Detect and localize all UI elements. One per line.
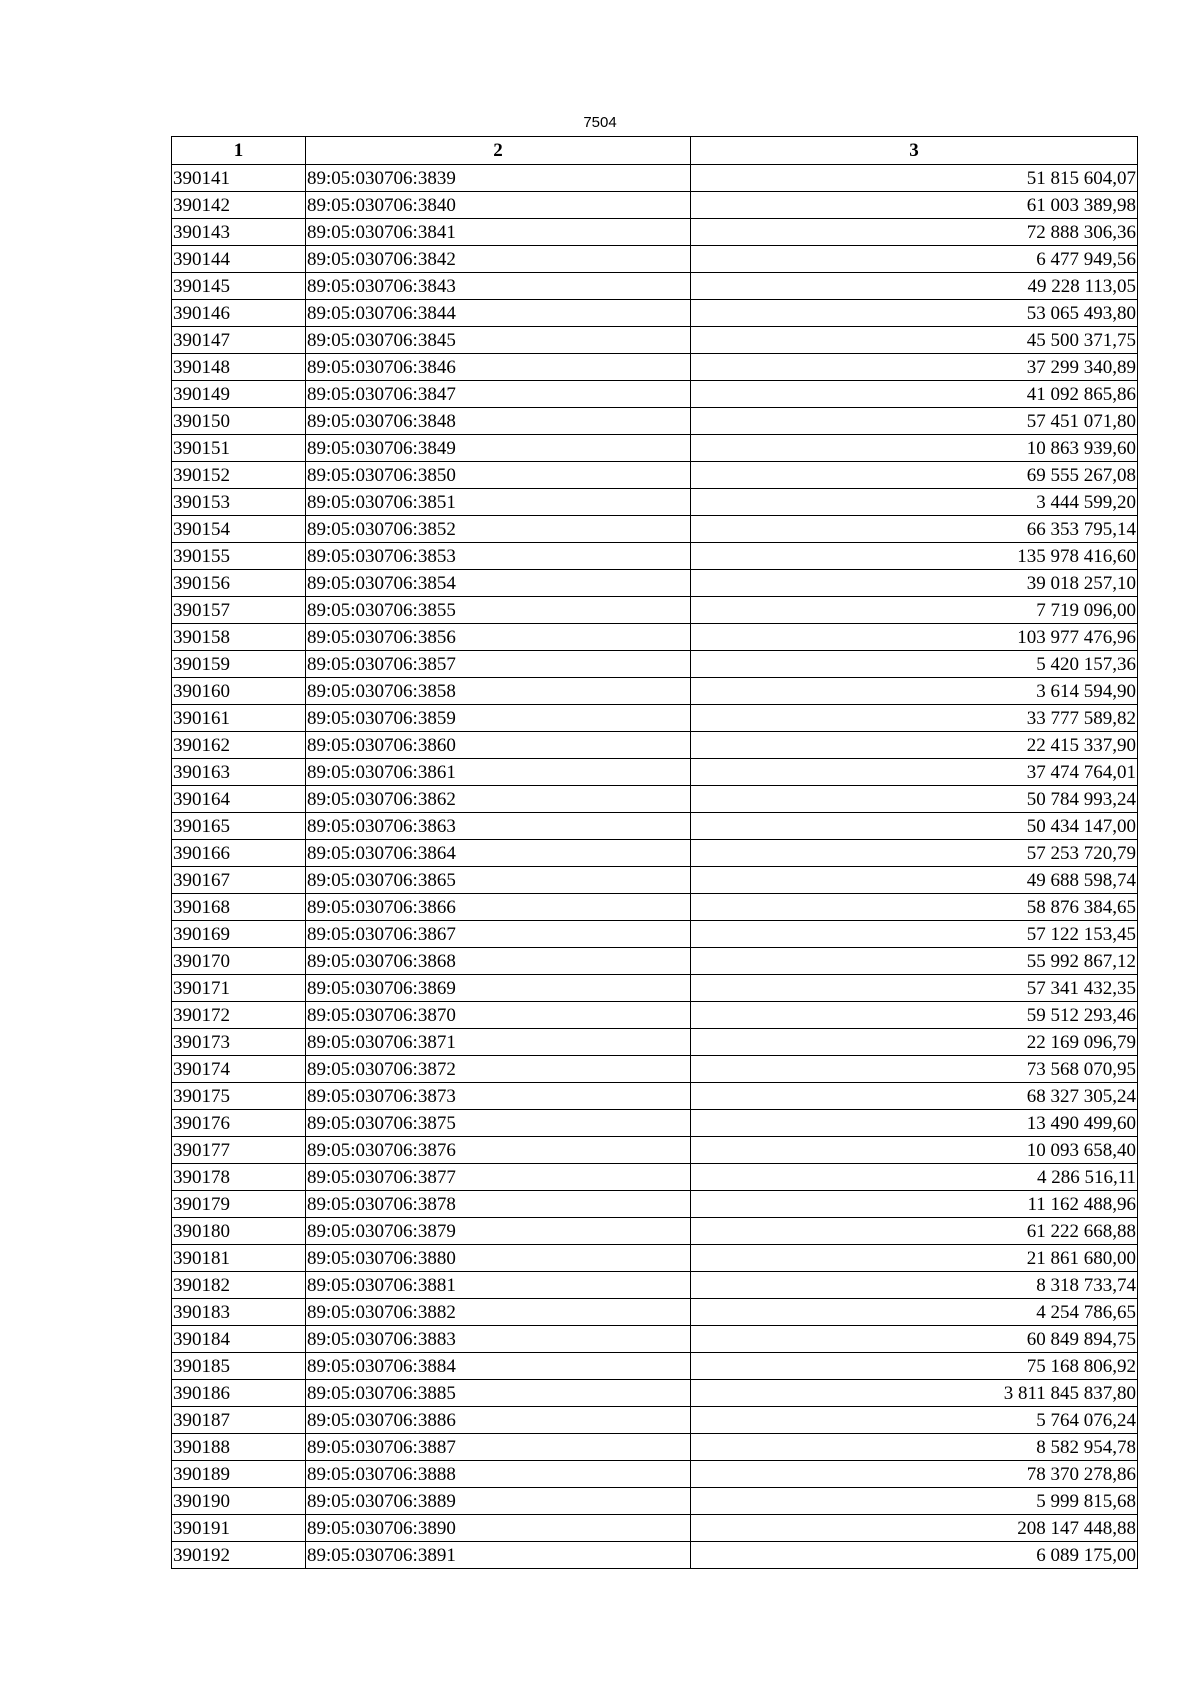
row-id-cell: 390192 bbox=[172, 1542, 306, 1569]
value-cell: 208 147 448,88 bbox=[691, 1515, 1138, 1542]
value-cell: 59 512 293,46 bbox=[691, 1002, 1138, 1029]
table-row bbox=[172, 1434, 1138, 1461]
cadastral-number-cell: 89:05:030706:3850 bbox=[306, 462, 691, 489]
row-id-cell: 390167 bbox=[172, 867, 306, 894]
table-row bbox=[172, 1299, 1138, 1326]
table-row bbox=[172, 1326, 1138, 1353]
value-cell: 10 863 939,60 bbox=[691, 435, 1138, 462]
value-cell: 22 169 096,79 bbox=[691, 1029, 1138, 1056]
value-cell: 50 784 993,24 bbox=[691, 786, 1138, 813]
row-id-cell: 390149 bbox=[172, 381, 306, 408]
table-row bbox=[172, 1164, 1138, 1191]
table-row bbox=[172, 300, 1138, 327]
row-id-cell: 390185 bbox=[172, 1353, 306, 1380]
cadastral-number-cell: 89:05:030706:3891 bbox=[306, 1542, 691, 1569]
cadastral-number-cell: 89:05:030706:3876 bbox=[306, 1137, 691, 1164]
table-row bbox=[172, 1488, 1138, 1515]
value-cell: 58 876 384,65 bbox=[691, 894, 1138, 921]
row-id-cell: 390186 bbox=[172, 1380, 306, 1407]
table-row bbox=[172, 1380, 1138, 1407]
row-id-cell: 390179 bbox=[172, 1191, 306, 1218]
row-id-cell: 390159 bbox=[172, 651, 306, 678]
table-row bbox=[172, 489, 1138, 516]
cadastral-number-cell: 89:05:030706:3860 bbox=[306, 732, 691, 759]
row-id-cell: 390180 bbox=[172, 1218, 306, 1245]
cadastral-number-cell: 89:05:030706:3848 bbox=[306, 408, 691, 435]
cadastral-number-cell: 89:05:030706:3875 bbox=[306, 1110, 691, 1137]
cadastral-number-cell: 89:05:030706:3852 bbox=[306, 516, 691, 543]
value-cell: 51 815 604,07 bbox=[691, 165, 1138, 192]
header-row bbox=[172, 137, 1138, 165]
value-cell: 5 999 815,68 bbox=[691, 1488, 1138, 1515]
row-id-cell: 390162 bbox=[172, 732, 306, 759]
row-id-cell: 390172 bbox=[172, 1002, 306, 1029]
row-id-cell: 390150 bbox=[172, 408, 306, 435]
cadastral-number-cell: 89:05:030706:3858 bbox=[306, 678, 691, 705]
row-id-cell: 390153 bbox=[172, 489, 306, 516]
data-table bbox=[171, 136, 1138, 1569]
page-number: 7504 bbox=[583, 114, 617, 131]
value-cell: 57 341 432,35 bbox=[691, 975, 1138, 1002]
value-cell: 11 162 488,96 bbox=[691, 1191, 1138, 1218]
table-row bbox=[172, 165, 1138, 192]
cadastral-number-cell: 89:05:030706:3884 bbox=[306, 1353, 691, 1380]
cadastral-number-cell: 89:05:030706:3847 bbox=[306, 381, 691, 408]
table-row bbox=[172, 1272, 1138, 1299]
cadastral-number-cell: 89:05:030706:3870 bbox=[306, 1002, 691, 1029]
table-row bbox=[172, 759, 1138, 786]
cadastral-number-cell: 89:05:030706:3873 bbox=[306, 1083, 691, 1110]
value-cell: 5 420 157,36 bbox=[691, 651, 1138, 678]
value-cell: 5 764 076,24 bbox=[691, 1407, 1138, 1434]
table-row bbox=[172, 1461, 1138, 1488]
row-id-cell: 390158 bbox=[172, 624, 306, 651]
row-id-cell: 390189 bbox=[172, 1461, 306, 1488]
cadastral-number-cell: 89:05:030706:3872 bbox=[306, 1056, 691, 1083]
table-row bbox=[172, 462, 1138, 489]
value-cell: 135 978 416,60 bbox=[691, 543, 1138, 570]
row-id-cell: 390187 bbox=[172, 1407, 306, 1434]
value-cell: 10 093 658,40 bbox=[691, 1137, 1138, 1164]
row-id-cell: 390171 bbox=[172, 975, 306, 1002]
row-id-cell: 390170 bbox=[172, 948, 306, 975]
cadastral-number-cell: 89:05:030706:3855 bbox=[306, 597, 691, 624]
value-cell: 3 811 845 837,80 bbox=[691, 1380, 1138, 1407]
value-cell: 49 688 598,74 bbox=[691, 867, 1138, 894]
table-row bbox=[172, 1110, 1138, 1137]
cadastral-number-cell: 89:05:030706:3879 bbox=[306, 1218, 691, 1245]
cadastral-number-cell: 89:05:030706:3839 bbox=[306, 165, 691, 192]
row-id-cell: 390147 bbox=[172, 327, 306, 354]
table-row bbox=[172, 651, 1138, 678]
cadastral-number-cell: 89:05:030706:3871 bbox=[306, 1029, 691, 1056]
value-cell: 4 254 786,65 bbox=[691, 1299, 1138, 1326]
cadastral-number-cell: 89:05:030706:3885 bbox=[306, 1380, 691, 1407]
value-cell: 57 451 071,80 bbox=[691, 408, 1138, 435]
row-id-cell: 390148 bbox=[172, 354, 306, 381]
table-row bbox=[172, 597, 1138, 624]
value-cell: 69 555 267,08 bbox=[691, 462, 1138, 489]
row-id-cell: 390181 bbox=[172, 1245, 306, 1272]
value-cell: 37 474 764,01 bbox=[691, 759, 1138, 786]
cadastral-number-cell: 89:05:030706:3840 bbox=[306, 192, 691, 219]
value-cell: 6 089 175,00 bbox=[691, 1542, 1138, 1569]
row-id-cell: 390191 bbox=[172, 1515, 306, 1542]
table-row bbox=[172, 732, 1138, 759]
table-row bbox=[172, 246, 1138, 273]
table-row bbox=[172, 1083, 1138, 1110]
cadastral-number-cell: 89:05:030706:3868 bbox=[306, 948, 691, 975]
row-id-cell: 390177 bbox=[172, 1137, 306, 1164]
row-id-cell: 390144 bbox=[172, 246, 306, 273]
cadastral-number-cell: 89:05:030706:3886 bbox=[306, 1407, 691, 1434]
table-row bbox=[172, 840, 1138, 867]
table-row bbox=[172, 381, 1138, 408]
row-id-cell: 390164 bbox=[172, 786, 306, 813]
cadastral-number-cell: 89:05:030706:3890 bbox=[306, 1515, 691, 1542]
cadastral-number-cell: 89:05:030706:3866 bbox=[306, 894, 691, 921]
cadastral-number-cell: 89:05:030706:3849 bbox=[306, 435, 691, 462]
value-cell: 61 003 389,98 bbox=[691, 192, 1138, 219]
value-cell: 103 977 476,96 bbox=[691, 624, 1138, 651]
row-id-cell: 390165 bbox=[172, 813, 306, 840]
table-row bbox=[172, 1218, 1138, 1245]
cadastral-number-cell: 89:05:030706:3863 bbox=[306, 813, 691, 840]
table-row bbox=[172, 624, 1138, 651]
row-id-cell: 390183 bbox=[172, 1299, 306, 1326]
cadastral-number-cell: 89:05:030706:3862 bbox=[306, 786, 691, 813]
value-cell: 45 500 371,75 bbox=[691, 327, 1138, 354]
row-id-cell: 390169 bbox=[172, 921, 306, 948]
column-header-3: 3 bbox=[691, 137, 1138, 165]
row-id-cell: 390155 bbox=[172, 543, 306, 570]
table-row bbox=[172, 1353, 1138, 1380]
value-cell: 50 434 147,00 bbox=[691, 813, 1138, 840]
value-cell: 57 253 720,79 bbox=[691, 840, 1138, 867]
value-cell: 66 353 795,14 bbox=[691, 516, 1138, 543]
table-row bbox=[172, 219, 1138, 246]
table-row bbox=[172, 1002, 1138, 1029]
value-cell: 33 777 589,82 bbox=[691, 705, 1138, 732]
value-cell: 57 122 153,45 bbox=[691, 921, 1138, 948]
column-header-1: 1 bbox=[172, 137, 306, 165]
table-row bbox=[172, 543, 1138, 570]
table-row bbox=[172, 570, 1138, 597]
table-row bbox=[172, 867, 1138, 894]
column-header-2: 2 bbox=[306, 137, 691, 165]
value-cell: 4 286 516,11 bbox=[691, 1164, 1138, 1191]
table-row bbox=[172, 894, 1138, 921]
table-row bbox=[172, 273, 1138, 300]
row-id-cell: 390163 bbox=[172, 759, 306, 786]
row-id-cell: 390160 bbox=[172, 678, 306, 705]
cadastral-number-cell: 89:05:030706:3882 bbox=[306, 1299, 691, 1326]
cadastral-number-cell: 89:05:030706:3845 bbox=[306, 327, 691, 354]
value-cell: 39 018 257,10 bbox=[691, 570, 1138, 597]
value-cell: 6 477 949,56 bbox=[691, 246, 1138, 273]
table-header bbox=[172, 137, 1138, 165]
value-cell: 3 444 599,20 bbox=[691, 489, 1138, 516]
row-id-cell: 390188 bbox=[172, 1434, 306, 1461]
row-id-cell: 390178 bbox=[172, 1164, 306, 1191]
value-cell: 61 222 668,88 bbox=[691, 1218, 1138, 1245]
row-id-cell: 390174 bbox=[172, 1056, 306, 1083]
cadastral-number-cell: 89:05:030706:3865 bbox=[306, 867, 691, 894]
table-row bbox=[172, 435, 1138, 462]
cadastral-number-cell: 89:05:030706:3877 bbox=[306, 1164, 691, 1191]
cadastral-number-cell: 89:05:030706:3864 bbox=[306, 840, 691, 867]
cadastral-number-cell: 89:05:030706:3841 bbox=[306, 219, 691, 246]
row-id-cell: 390146 bbox=[172, 300, 306, 327]
cadastral-number-cell: 89:05:030706:3887 bbox=[306, 1434, 691, 1461]
row-id-cell: 390190 bbox=[172, 1488, 306, 1515]
table-row bbox=[172, 948, 1138, 975]
cadastral-number-cell: 89:05:030706:3888 bbox=[306, 1461, 691, 1488]
cadastral-number-cell: 89:05:030706:3869 bbox=[306, 975, 691, 1002]
row-id-cell: 390143 bbox=[172, 219, 306, 246]
table-row bbox=[172, 327, 1138, 354]
row-id-cell: 390157 bbox=[172, 597, 306, 624]
row-id-cell: 390175 bbox=[172, 1083, 306, 1110]
table-row bbox=[172, 1029, 1138, 1056]
row-id-cell: 390156 bbox=[172, 570, 306, 597]
value-cell: 13 490 499,60 bbox=[691, 1110, 1138, 1137]
table-row bbox=[172, 1245, 1138, 1272]
cadastral-number-cell: 89:05:030706:3859 bbox=[306, 705, 691, 732]
table-body bbox=[172, 165, 1138, 1569]
cadastral-number-cell: 89:05:030706:3851 bbox=[306, 489, 691, 516]
value-cell: 68 327 305,24 bbox=[691, 1083, 1138, 1110]
table-row bbox=[172, 921, 1138, 948]
cadastral-number-cell: 89:05:030706:3854 bbox=[306, 570, 691, 597]
cadastral-number-cell: 89:05:030706:3881 bbox=[306, 1272, 691, 1299]
cadastral-number-cell: 89:05:030706:3883 bbox=[306, 1326, 691, 1353]
table-row bbox=[172, 786, 1138, 813]
table-row bbox=[172, 516, 1138, 543]
row-id-cell: 390182 bbox=[172, 1272, 306, 1299]
value-cell: 22 415 337,90 bbox=[691, 732, 1138, 759]
cadastral-number-cell: 89:05:030706:3844 bbox=[306, 300, 691, 327]
table-row bbox=[172, 813, 1138, 840]
row-id-cell: 390176 bbox=[172, 1110, 306, 1137]
table-row bbox=[172, 1137, 1138, 1164]
value-cell: 49 228 113,05 bbox=[691, 273, 1138, 300]
cadastral-number-cell: 89:05:030706:3861 bbox=[306, 759, 691, 786]
table-row bbox=[172, 1056, 1138, 1083]
cadastral-number-cell: 89:05:030706:3853 bbox=[306, 543, 691, 570]
row-id-cell: 390161 bbox=[172, 705, 306, 732]
table-row bbox=[172, 1515, 1138, 1542]
row-id-cell: 390151 bbox=[172, 435, 306, 462]
cadastral-number-cell: 89:05:030706:3842 bbox=[306, 246, 691, 273]
value-cell: 7 719 096,00 bbox=[691, 597, 1138, 624]
table-row bbox=[172, 192, 1138, 219]
row-id-cell: 390166 bbox=[172, 840, 306, 867]
table-row bbox=[172, 408, 1138, 435]
value-cell: 55 992 867,12 bbox=[691, 948, 1138, 975]
value-cell: 72 888 306,36 bbox=[691, 219, 1138, 246]
value-cell: 75 168 806,92 bbox=[691, 1353, 1138, 1380]
table-row bbox=[172, 354, 1138, 381]
cadastral-number-cell: 89:05:030706:3856 bbox=[306, 624, 691, 651]
row-id-cell: 390154 bbox=[172, 516, 306, 543]
cadastral-number-cell: 89:05:030706:3867 bbox=[306, 921, 691, 948]
value-cell: 73 568 070,95 bbox=[691, 1056, 1138, 1083]
row-id-cell: 390173 bbox=[172, 1029, 306, 1056]
value-cell: 53 065 493,80 bbox=[691, 300, 1138, 327]
value-cell: 60 849 894,75 bbox=[691, 1326, 1138, 1353]
table-row bbox=[172, 678, 1138, 705]
value-cell: 8 318 733,74 bbox=[691, 1272, 1138, 1299]
value-cell: 8 582 954,78 bbox=[691, 1434, 1138, 1461]
value-cell: 21 861 680,00 bbox=[691, 1245, 1138, 1272]
cadastral-number-cell: 89:05:030706:3880 bbox=[306, 1245, 691, 1272]
cadastral-number-cell: 89:05:030706:3846 bbox=[306, 354, 691, 381]
cadastral-number-cell: 89:05:030706:3878 bbox=[306, 1191, 691, 1218]
table-row bbox=[172, 975, 1138, 1002]
table-row bbox=[172, 1407, 1138, 1434]
row-id-cell: 390145 bbox=[172, 273, 306, 300]
row-id-cell: 390142 bbox=[172, 192, 306, 219]
value-cell: 78 370 278,86 bbox=[691, 1461, 1138, 1488]
table-row bbox=[172, 1542, 1138, 1569]
row-id-cell: 390168 bbox=[172, 894, 306, 921]
value-cell: 41 092 865,86 bbox=[691, 381, 1138, 408]
row-id-cell: 390184 bbox=[172, 1326, 306, 1353]
row-id-cell: 390141 bbox=[172, 165, 306, 192]
value-cell: 37 299 340,89 bbox=[691, 354, 1138, 381]
table-row bbox=[172, 1191, 1138, 1218]
cadastral-number-cell: 89:05:030706:3889 bbox=[306, 1488, 691, 1515]
cadastral-number-cell: 89:05:030706:3857 bbox=[306, 651, 691, 678]
table-row bbox=[172, 705, 1138, 732]
value-cell: 3 614 594,90 bbox=[691, 678, 1138, 705]
cadastral-number-cell: 89:05:030706:3843 bbox=[306, 273, 691, 300]
row-id-cell: 390152 bbox=[172, 462, 306, 489]
